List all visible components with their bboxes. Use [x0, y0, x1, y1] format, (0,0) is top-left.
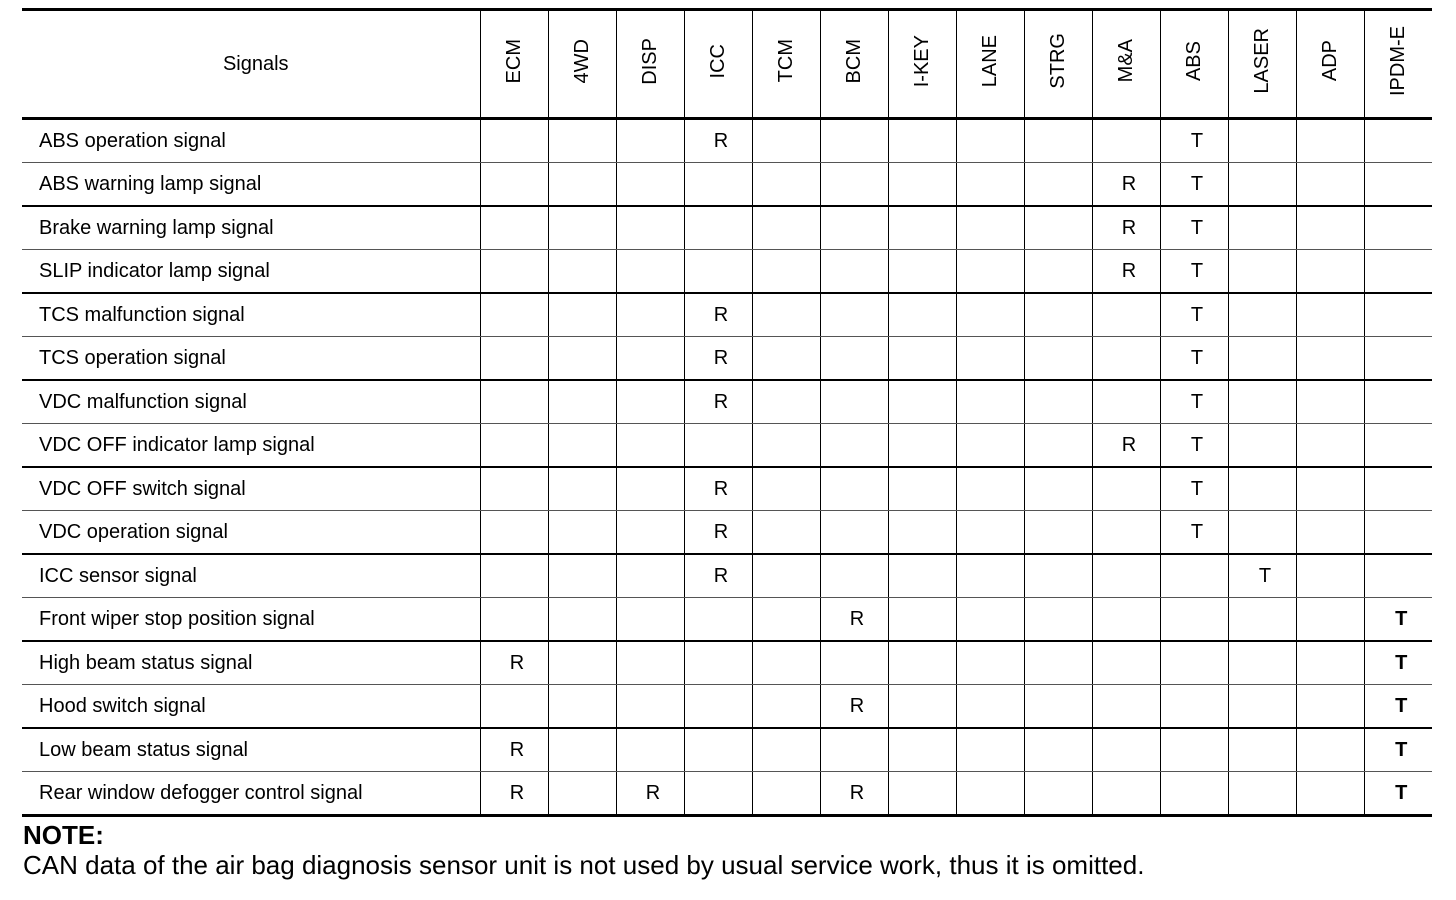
table-row — [22, 554, 1432, 598]
signal-mark-cell — [1364, 206, 1432, 250]
signal-mark-cell — [548, 206, 616, 250]
signal-mark-cell — [548, 467, 616, 511]
signal-mark-cell: R — [820, 772, 888, 816]
signal-mark-cell — [1228, 206, 1296, 250]
signal-mark-cell — [1024, 119, 1092, 163]
signal-mark-cell — [1024, 337, 1092, 381]
signal-name-cell: High beam status signal — [22, 641, 480, 685]
column-header-disp — [616, 10, 684, 119]
signal-mark-cell — [684, 206, 752, 250]
signal-mark-cell — [684, 728, 752, 772]
signal-mark-cell — [548, 772, 616, 816]
signal-mark-cell — [956, 772, 1024, 816]
signal-mark-cell — [1228, 728, 1296, 772]
signal-mark-cell — [752, 206, 820, 250]
signal-mark-cell — [1296, 772, 1364, 816]
signal-mark-cell — [956, 293, 1024, 337]
column-header-label: 4WD — [571, 38, 593, 84]
signal-name-cell: TCS malfunction signal — [22, 293, 480, 337]
signal-mark-cell — [616, 511, 684, 555]
column-header-strg — [1024, 10, 1092, 119]
signal-mark-cell — [888, 685, 956, 729]
signal-mark-cell: R — [480, 728, 548, 772]
signal-mark-cell — [1228, 293, 1296, 337]
signal-mark-cell — [548, 728, 616, 772]
column-header-label: ECM — [503, 38, 525, 84]
signal-mark-cell — [956, 728, 1024, 772]
signal-mark-cell — [1024, 728, 1092, 772]
column-header-4wd — [548, 10, 616, 119]
note-section — [23, 820, 1423, 880]
signal-mark-cell — [1092, 641, 1160, 685]
signal-mark-cell: R — [684, 380, 752, 424]
signal-name-cell: VDC OFF indicator lamp signal — [22, 424, 480, 468]
signal-mark-cell — [1296, 119, 1364, 163]
signal-mark-cell — [1092, 598, 1160, 642]
signal-mark-cell — [616, 641, 684, 685]
signal-mark-cell — [1024, 467, 1092, 511]
signal-mark-cell — [684, 772, 752, 816]
signal-mark-cell: T — [1364, 598, 1432, 642]
signal-mark-cell: T — [1160, 206, 1228, 250]
signal-mark-cell: T — [1364, 685, 1432, 729]
signal-mark-cell — [684, 424, 752, 468]
signal-mark-cell: T — [1364, 728, 1432, 772]
signal-mark-cell — [1296, 337, 1364, 381]
signal-mark-cell — [1296, 424, 1364, 468]
signal-mark-cell — [1296, 511, 1364, 555]
signal-mark-cell — [956, 337, 1024, 381]
signal-mark-cell — [480, 554, 548, 598]
note-title: NOTE: — [23, 820, 104, 850]
signal-mark-cell — [888, 467, 956, 511]
signal-mark-cell — [1364, 424, 1432, 468]
column-header-i-key — [888, 10, 956, 119]
signal-mark-cell — [1092, 772, 1160, 816]
column-header-label: BCM — [843, 38, 865, 84]
signal-mark-cell — [1160, 685, 1228, 729]
signal-mark-cell — [752, 337, 820, 381]
signal-mark-cell — [888, 511, 956, 555]
signal-mark-cell — [548, 119, 616, 163]
signal-mark-cell — [1160, 772, 1228, 816]
signal-mark-cell: R — [1092, 206, 1160, 250]
signal-name-cell: SLIP indicator lamp signal — [22, 250, 480, 294]
signal-name-cell: Front wiper stop position signal — [22, 598, 480, 642]
signal-mark-cell — [752, 554, 820, 598]
signal-mark-cell: R — [684, 119, 752, 163]
column-header-lane — [956, 10, 1024, 119]
signal-name-cell: Brake warning lamp signal — [22, 206, 480, 250]
signal-mark-cell — [1364, 337, 1432, 381]
signal-mark-cell — [548, 641, 616, 685]
column-header-label: DISP — [639, 37, 661, 85]
column-header-m-a — [1092, 10, 1160, 119]
signal-mark-cell — [1092, 685, 1160, 729]
signal-mark-cell — [1364, 119, 1432, 163]
column-header-label: IPDM-E — [1387, 26, 1410, 96]
signal-mark-cell — [888, 119, 956, 163]
table-row — [22, 337, 1432, 381]
column-header-ipdm-e — [1364, 10, 1432, 119]
signal-mark-cell — [1228, 641, 1296, 685]
table-row — [22, 467, 1432, 511]
signal-mark-cell: R — [684, 554, 752, 598]
signal-mark-cell — [888, 163, 956, 207]
table-row — [22, 424, 1432, 468]
table-row — [22, 250, 1432, 294]
signals-column-header: Signals — [22, 10, 480, 119]
signal-mark-cell — [752, 685, 820, 729]
signal-mark-cell: T — [1160, 424, 1228, 468]
table-body — [22, 119, 1432, 816]
table-header-row — [22, 10, 1432, 119]
signal-mark-cell — [820, 250, 888, 294]
signal-mark-cell — [1092, 511, 1160, 555]
signal-mark-cell — [888, 641, 956, 685]
signal-mark-cell — [548, 554, 616, 598]
signal-mark-cell — [1024, 598, 1092, 642]
signal-mark-cell: T — [1160, 250, 1228, 294]
signal-mark-cell — [1024, 424, 1092, 468]
signal-mark-cell — [1296, 380, 1364, 424]
signal-mark-cell — [820, 424, 888, 468]
signal-mark-cell — [888, 380, 956, 424]
signal-mark-cell — [548, 598, 616, 642]
signal-mark-cell — [820, 337, 888, 381]
signal-mark-cell — [752, 380, 820, 424]
signal-mark-cell — [1296, 685, 1364, 729]
signal-mark-cell — [480, 163, 548, 207]
signal-mark-cell — [888, 424, 956, 468]
table-row — [22, 119, 1432, 163]
signal-mark-cell — [1160, 554, 1228, 598]
signal-mark-cell — [1228, 337, 1296, 381]
signal-mark-cell — [548, 250, 616, 294]
signal-mark-cell — [684, 685, 752, 729]
signal-mark-cell: T — [1160, 119, 1228, 163]
table-row — [22, 772, 1432, 816]
signal-mark-cell — [752, 250, 820, 294]
signal-mark-cell — [616, 163, 684, 207]
signal-name-cell: VDC operation signal — [22, 511, 480, 555]
signal-mark-cell — [1092, 293, 1160, 337]
signal-mark-cell — [1024, 380, 1092, 424]
signal-mark-cell — [1364, 511, 1432, 555]
signal-mark-cell — [480, 293, 548, 337]
signal-mark-cell — [1024, 641, 1092, 685]
signal-mark-cell: R — [616, 772, 684, 816]
column-header-label: TCM — [775, 39, 797, 83]
signal-mark-cell — [888, 206, 956, 250]
column-header-label: STRG — [1047, 33, 1069, 89]
table-row — [22, 293, 1432, 337]
signal-mark-cell — [1364, 163, 1432, 207]
signal-mark-cell — [548, 685, 616, 729]
signal-mark-cell — [1228, 598, 1296, 642]
signal-mark-cell — [820, 554, 888, 598]
signal-name-cell: ABS warning lamp signal — [22, 163, 480, 207]
signal-mark-cell — [956, 598, 1024, 642]
signal-mark-cell — [616, 598, 684, 642]
signal-mark-cell: T — [1364, 641, 1432, 685]
signal-mark-cell: T — [1160, 380, 1228, 424]
signal-mark-cell — [956, 641, 1024, 685]
signal-mark-cell — [1024, 293, 1092, 337]
signal-mark-cell — [1024, 511, 1092, 555]
signal-mark-cell — [1296, 206, 1364, 250]
signal-mark-cell: T — [1160, 293, 1228, 337]
signal-mark-cell — [480, 337, 548, 381]
signal-mark-cell — [1228, 250, 1296, 294]
signal-mark-cell — [820, 163, 888, 207]
column-header-label: ADP — [1319, 40, 1341, 82]
signal-mark-cell — [956, 250, 1024, 294]
column-header-label: LANE — [979, 34, 1001, 88]
signal-mark-cell — [820, 380, 888, 424]
column-header-bcm — [820, 10, 888, 119]
signal-name-cell: TCS operation signal — [22, 337, 480, 381]
signal-mark-cell: R — [1092, 250, 1160, 294]
signal-mark-cell — [1092, 554, 1160, 598]
signal-mark-cell — [616, 293, 684, 337]
signal-mark-cell — [480, 467, 548, 511]
signal-mark-cell — [480, 598, 548, 642]
signal-mark-cell — [480, 511, 548, 555]
signal-mark-cell: R — [480, 772, 548, 816]
table-row — [22, 511, 1432, 555]
signal-mark-cell — [684, 641, 752, 685]
signal-mark-cell — [684, 598, 752, 642]
signal-mark-cell — [1296, 293, 1364, 337]
signal-mark-cell — [752, 119, 820, 163]
signal-mark-cell: R — [684, 293, 752, 337]
signal-mark-cell: T — [1160, 163, 1228, 207]
signal-mark-cell — [616, 685, 684, 729]
can-signal-table — [22, 8, 1432, 817]
signal-mark-cell — [888, 554, 956, 598]
signal-mark-cell — [616, 424, 684, 468]
column-header-abs — [1160, 10, 1228, 119]
signal-mark-cell — [956, 163, 1024, 207]
signal-mark-cell — [480, 685, 548, 729]
signal-mark-cell — [548, 380, 616, 424]
signal-mark-cell: T — [1228, 554, 1296, 598]
signal-mark-cell — [548, 424, 616, 468]
signal-mark-cell — [1160, 598, 1228, 642]
signal-mark-cell — [548, 293, 616, 337]
signal-mark-cell — [1364, 380, 1432, 424]
signal-mark-cell — [1228, 380, 1296, 424]
signal-mark-cell — [480, 119, 548, 163]
table-row — [22, 163, 1432, 207]
signal-mark-cell — [1092, 380, 1160, 424]
signal-mark-cell — [820, 641, 888, 685]
signal-mark-cell — [548, 511, 616, 555]
signal-mark-cell — [956, 511, 1024, 555]
signal-mark-cell: T — [1160, 337, 1228, 381]
signal-mark-cell — [1228, 424, 1296, 468]
signal-mark-cell — [1296, 641, 1364, 685]
signal-mark-cell — [956, 467, 1024, 511]
signal-mark-cell — [1024, 685, 1092, 729]
signal-mark-cell — [1296, 554, 1364, 598]
signal-mark-cell: R — [684, 337, 752, 381]
signal-mark-cell — [1296, 598, 1364, 642]
column-header-label: I-KEY — [911, 34, 933, 88]
signal-mark-cell — [1228, 511, 1296, 555]
signal-name-cell: VDC OFF switch signal — [22, 467, 480, 511]
signal-mark-cell — [820, 293, 888, 337]
column-header-adp — [1296, 10, 1364, 119]
signal-mark-cell — [616, 206, 684, 250]
signal-mark-cell — [1092, 728, 1160, 772]
signal-mark-cell — [616, 554, 684, 598]
signal-mark-cell — [1160, 728, 1228, 772]
signal-mark-cell — [1296, 250, 1364, 294]
signal-mark-cell — [616, 380, 684, 424]
column-header-label: M&A — [1115, 39, 1137, 83]
signal-name-cell: ICC sensor signal — [22, 554, 480, 598]
signal-mark-cell — [1092, 119, 1160, 163]
signal-mark-cell — [548, 163, 616, 207]
signal-mark-cell — [1364, 293, 1432, 337]
table-row — [22, 598, 1432, 642]
note-text: CAN data of the air bag diagnosis sensor unit is not used by usual service work, thus it is omitted. — [23, 850, 1145, 880]
signal-mark-cell — [616, 119, 684, 163]
signal-mark-cell — [1228, 772, 1296, 816]
signal-mark-cell — [820, 511, 888, 555]
signal-mark-cell — [956, 119, 1024, 163]
signal-name-cell: Rear window defogger control signal — [39, 782, 363, 804]
signal-mark-cell — [820, 206, 888, 250]
signal-mark-cell — [752, 772, 820, 816]
signal-mark-cell — [1228, 119, 1296, 163]
signal-name-cell: Low beam status signal — [22, 728, 480, 772]
signal-mark-cell — [684, 250, 752, 294]
signal-mark-cell — [1024, 772, 1092, 816]
signal-mark-cell — [752, 641, 820, 685]
signal-mark-cell — [752, 163, 820, 207]
column-header-laser — [1228, 10, 1296, 119]
signal-mark-cell — [1160, 641, 1228, 685]
signal-mark-cell — [1228, 685, 1296, 729]
signal-mark-cell — [956, 554, 1024, 598]
signal-mark-cell — [1296, 728, 1364, 772]
signal-mark-cell: R — [480, 641, 548, 685]
signal-mark-cell — [1296, 467, 1364, 511]
signal-mark-cell — [1024, 163, 1092, 207]
signal-mark-cell: R — [684, 467, 752, 511]
signal-name-cell: ABS operation signal — [22, 119, 480, 163]
signal-mark-cell — [1228, 467, 1296, 511]
signal-mark-cell — [1024, 250, 1092, 294]
column-header-icc — [684, 10, 752, 119]
signal-mark-cell — [820, 728, 888, 772]
signal-mark-cell — [752, 598, 820, 642]
column-header-label: ABS — [1183, 40, 1205, 82]
signal-mark-cell — [888, 337, 956, 381]
signal-name-cell: Hood switch signal — [22, 685, 480, 729]
signal-mark-cell: R — [1092, 424, 1160, 468]
signal-mark-cell: T — [1160, 467, 1228, 511]
signal-mark-cell — [752, 511, 820, 555]
signal-mark-cell — [480, 206, 548, 250]
column-header-tcm — [752, 10, 820, 119]
signal-mark-cell — [888, 293, 956, 337]
signal-mark-cell: R — [820, 685, 888, 729]
signal-mark-cell: T — [1364, 772, 1432, 816]
signal-mark-cell — [616, 250, 684, 294]
table-row — [22, 685, 1432, 729]
signal-mark-cell — [1364, 554, 1432, 598]
table-row — [22, 206, 1432, 250]
signal-mark-cell — [480, 380, 548, 424]
signal-mark-cell — [888, 772, 956, 816]
signal-mark-cell — [1296, 163, 1364, 207]
signal-mark-cell — [616, 467, 684, 511]
signal-mark-cell — [956, 685, 1024, 729]
signal-mark-cell — [820, 467, 888, 511]
signal-mark-cell — [684, 163, 752, 207]
column-header-label: ICC — [707, 43, 729, 79]
table-row — [22, 728, 1432, 772]
signal-mark-cell — [1092, 467, 1160, 511]
signal-mark-cell — [548, 337, 616, 381]
column-header-label: LASER — [1251, 28, 1273, 94]
signal-mark-cell — [1092, 337, 1160, 381]
signal-mark-cell — [820, 119, 888, 163]
signal-mark-cell — [616, 337, 684, 381]
signal-mark-cell — [1364, 250, 1432, 294]
signal-mark-cell — [956, 424, 1024, 468]
signal-mark-cell — [480, 424, 548, 468]
signal-mark-cell: R — [684, 511, 752, 555]
signal-mark-cell: R — [820, 598, 888, 642]
signal-mark-cell — [1228, 163, 1296, 207]
signal-mark-cell — [480, 250, 548, 294]
signal-mark-cell — [888, 250, 956, 294]
signal-mark-cell — [752, 424, 820, 468]
signal-mark-cell — [1364, 467, 1432, 511]
signal-mark-cell — [956, 206, 1024, 250]
signal-mark-cell: T — [1160, 511, 1228, 555]
column-header-ecm — [480, 10, 548, 119]
signal-mark-cell — [616, 728, 684, 772]
signal-mark-cell — [1024, 206, 1092, 250]
signal-mark-cell — [752, 467, 820, 511]
signal-name-cell: VDC malfunction signal — [22, 380, 480, 424]
table-row — [22, 380, 1432, 424]
signal-mark-cell — [888, 598, 956, 642]
signal-mark-cell — [752, 728, 820, 772]
table-row — [22, 641, 1432, 685]
signal-mark-cell — [956, 380, 1024, 424]
signal-mark-cell — [752, 293, 820, 337]
signal-mark-cell — [1024, 554, 1092, 598]
signal-mark-cell: R — [1092, 163, 1160, 207]
signal-mark-cell — [888, 728, 956, 772]
